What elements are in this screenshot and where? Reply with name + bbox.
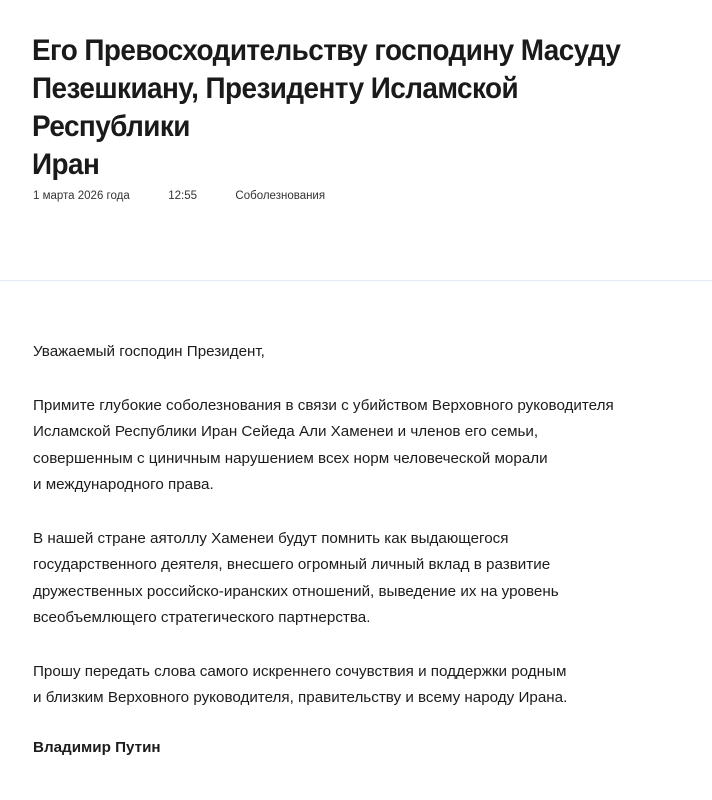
article-time: 12:55 — [168, 190, 197, 202]
paragraph-line: дружественных российско-иранских отношений, выведение их на уровень — [33, 582, 559, 600]
article-meta — [33, 190, 325, 202]
article-body — [33, 339, 693, 739]
paragraph-line: и близким Верховного руководителя, правительству и всему народу Ирана. — [33, 689, 568, 706]
paragraph-remembrance — [33, 526, 693, 632]
article-header — [0, 0, 712, 281]
paragraph-condolences — [33, 393, 693, 499]
title-line: Иран — [32, 148, 100, 181]
article-date: 1 марта 2026 года — [33, 190, 130, 202]
paragraph-line: и международного права. — [33, 476, 214, 493]
paragraph-line: всеобъемлющего стратегического партнерства. — [33, 609, 371, 626]
paragraph-line: Примите глубокие соболезнования в связи с убийством Верховного руководителя — [33, 396, 614, 414]
header-divider — [0, 280, 712, 281]
paragraph-line: Исламской Республики Иран Сейеда Али Хаменеи и членов его семьи, — [33, 423, 539, 440]
page-title — [32, 32, 637, 184]
salutation-text: Уважаемый господин Президент, — [33, 343, 265, 360]
salutation — [33, 339, 693, 366]
paragraph-line: Прошу передать слова самого искреннего сочувствия и поддержки родным — [33, 662, 567, 680]
title-line: Его Превосходительству господину Масуду — [32, 34, 621, 67]
paragraph-sympathy — [33, 659, 693, 712]
paragraph-line: совершенным с циничным нарушением всех норм человеческой морали — [33, 449, 548, 467]
paragraph-line: государственного деятеля, внесшего огромный личный вклад в развитие — [33, 556, 551, 573]
paragraph-line: В нашей стране аятоллу Хаменеи будут помнить как выдающегося — [33, 529, 509, 547]
article-category-link[interactable]: Соболезнования — [235, 190, 326, 202]
title-line: Пезешкиану, Президенту Исламской Республики — [32, 72, 519, 143]
signature: Владимир Путин — [33, 739, 161, 756]
